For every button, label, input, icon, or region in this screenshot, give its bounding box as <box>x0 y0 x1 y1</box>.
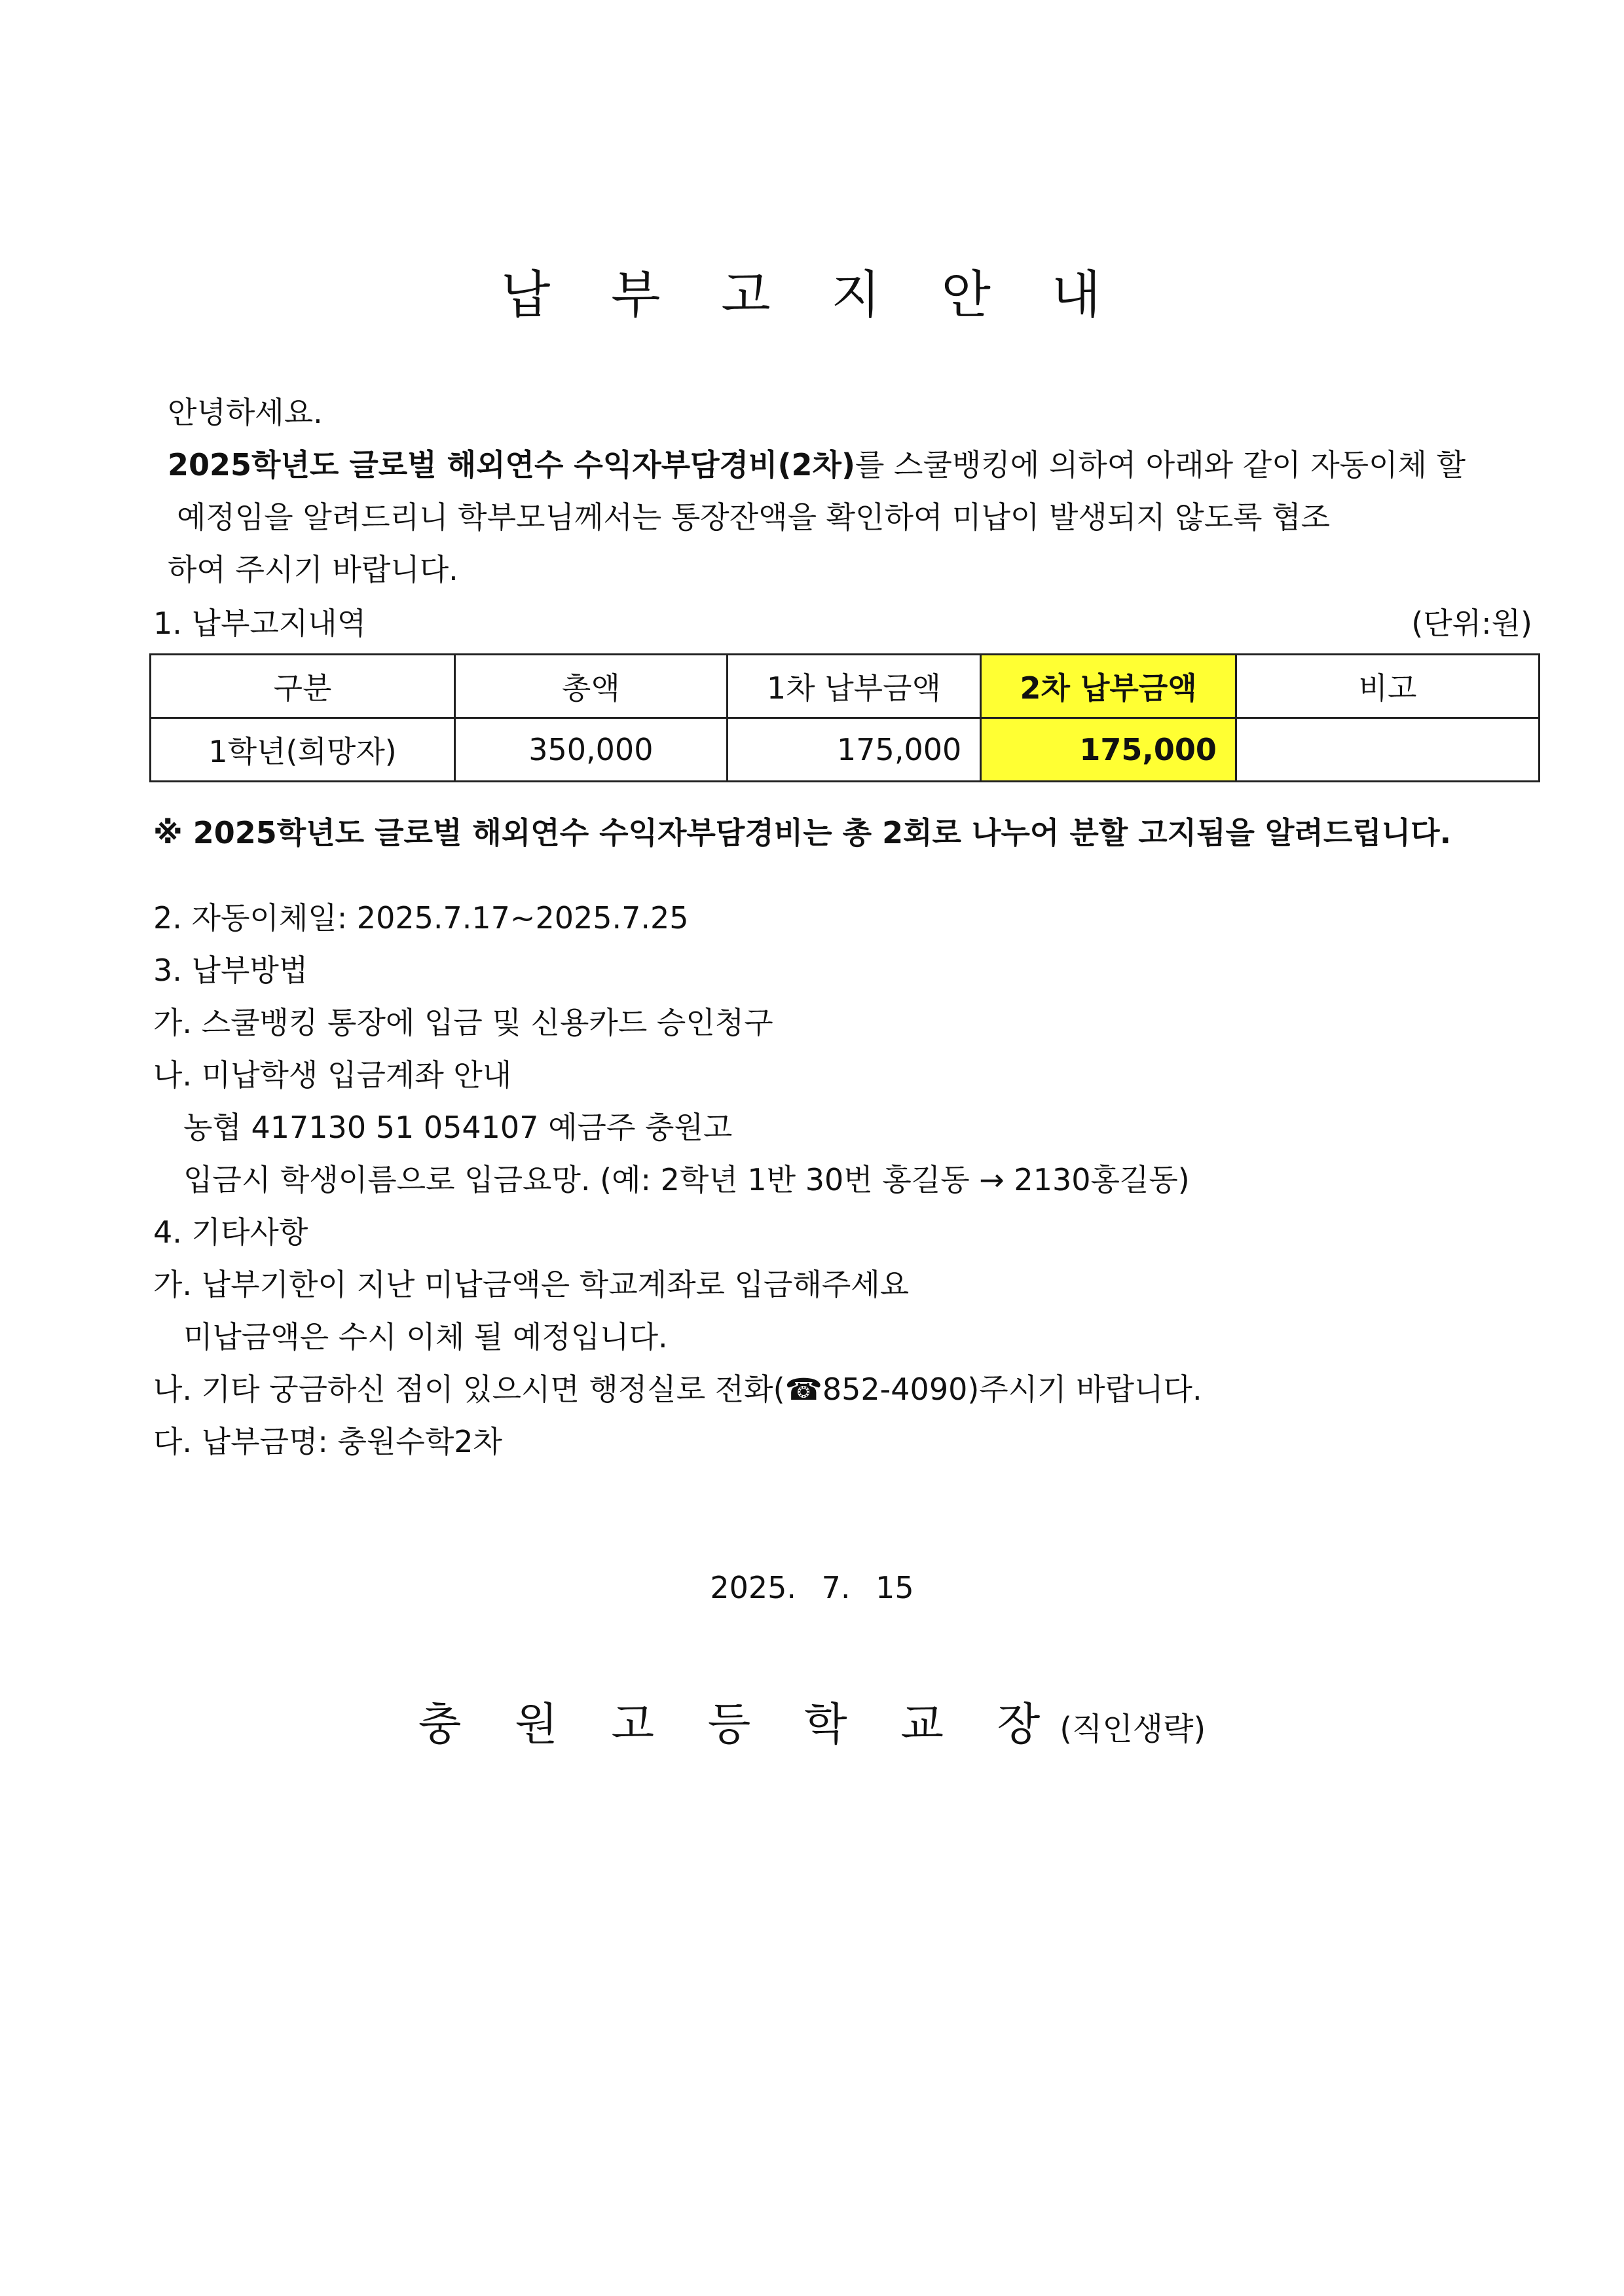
document-title: 납 부 고 지 안 내 <box>500 266 1124 325</box>
header-first-payment: 1차 납부금액 <box>727 655 981 718</box>
cell-remarks <box>1236 718 1539 782</box>
intro-line-1 <box>168 445 1466 484</box>
intro-line-3: 하여 주시기 바랍니다. <box>168 552 458 587</box>
section-3-heading: 3. 납부방법 <box>153 953 308 988</box>
section-2-auto-transfer-date: 2. 자동이체일: 2025.7.17~2025.7.25 <box>153 900 689 936</box>
bank-account: 농협 417130 51 054107 예금주 충원고 <box>183 1110 733 1145</box>
fee-table <box>149 653 1540 782</box>
section-3-item-a: 가. 스쿨뱅킹 통장에 입금 및 신용카드 승인청구 <box>153 1005 773 1040</box>
table-header-row <box>151 655 1540 718</box>
header-second-payment: 2차 납부금액 <box>981 655 1236 718</box>
header-category: 구분 <box>151 655 455 718</box>
cell-total: 350,000 <box>455 718 728 782</box>
signer-name: 충 원 고 등 학 교 장 <box>418 1699 1060 1751</box>
cell-category: 1학년(희망자) <box>151 718 455 782</box>
section-4-item-a-note: 미납금액은 수시 이체 될 예정입니다. <box>183 1319 668 1355</box>
header-total: 총액 <box>455 655 728 718</box>
unit-label: (단위:원) <box>1411 606 1532 641</box>
header-remarks: 비고 <box>1236 655 1539 718</box>
document-date: 2025. 7. 15 <box>710 1570 914 1605</box>
section-3-item-b: 나. 미납학생 입금계좌 안내 <box>153 1057 512 1093</box>
signer-block <box>0 1689 1624 1753</box>
section-4-item-c: 다. 납부금명: 충원수학2차 <box>153 1424 502 1459</box>
table-row <box>151 718 1540 782</box>
intro-line-2: 예정임을 알려드리니 학부모님께서는 통장잔액을 확인하여 미납이 발생되지 않도록 협조 <box>177 500 1331 535</box>
section-4-heading: 4. 기타사항 <box>153 1214 308 1250</box>
greeting: 안녕하세요. <box>168 395 323 430</box>
seal-omitted-note: (직인생략) <box>1060 1711 1206 1747</box>
deposit-instruction: 입금시 학생이름으로 입금요망. (예: 2학년 1반 30번 홍길동 → 2130홍길동) <box>183 1162 1190 1197</box>
cell-second-payment: 175,000 <box>981 718 1236 782</box>
intro-line-1-rest: 를 스쿨뱅킹에 의하여 아래와 같이 자동이체 할 <box>855 447 1466 483</box>
installment-notice: ※ 2025학년도 글로벌 해외연수 수익자부담경비는 총 2회로 나누어 분할 고지됨을 알려드립니다. <box>153 815 1452 850</box>
intro-bold-title: 2025학년도 글로벌 해외연수 수익자부담경비(2차) <box>168 447 855 483</box>
section-4-item-a: 가. 납부기한이 지난 미납금액은 학교계좌로 입금해주세요 <box>153 1267 910 1302</box>
section-1-heading: 1. 납부고지내역 <box>153 606 367 641</box>
section-4-item-b: 나. 기타 궁금하신 점이 있으시면 행정실로 전화(☎852-4090)주시기 바랍니다. <box>153 1372 1202 1407</box>
cell-first-payment: 175,000 <box>727 718 981 782</box>
